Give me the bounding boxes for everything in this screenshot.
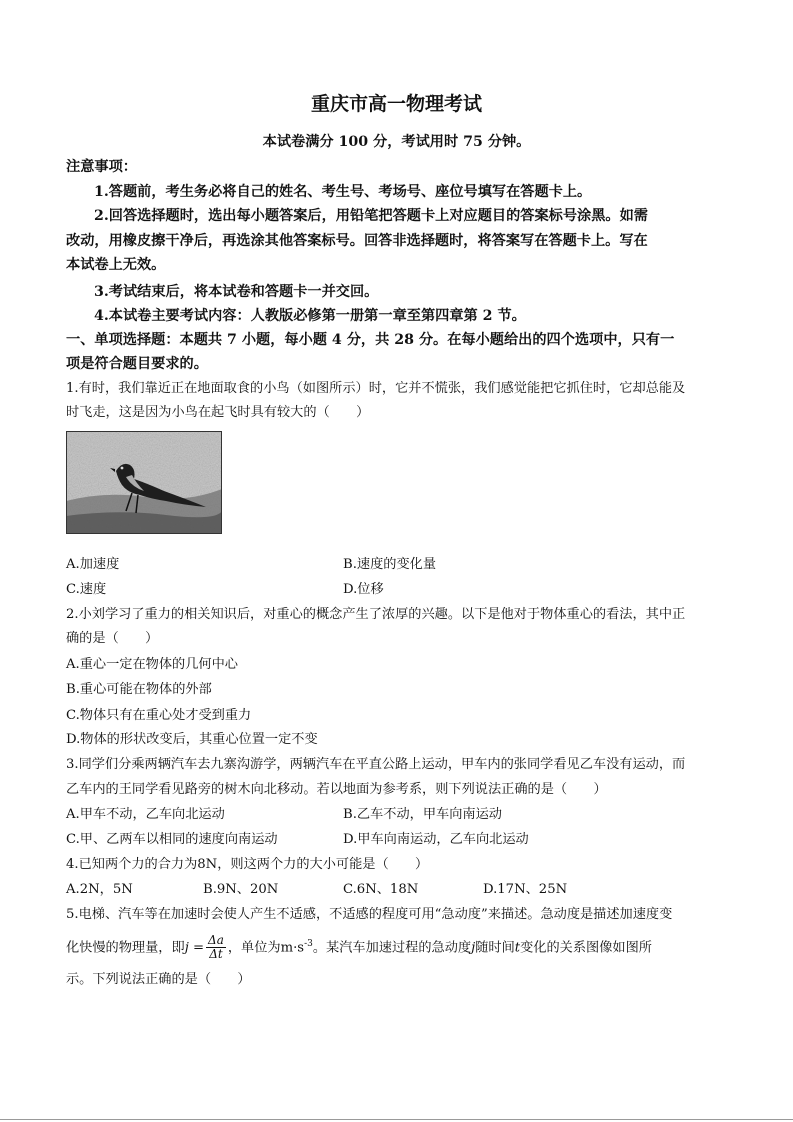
q4-stem: 4.已知两个力的合力为8N，则这两个力的大小可能是（ ） <box>66 857 429 872</box>
bird-photo <box>66 431 222 534</box>
q2-option-d: D.物体的形状改变后，其重心位置一定不变 <box>66 732 318 747</box>
q5-stem-line2 <box>66 929 652 963</box>
page-bottom-rule <box>0 1119 793 1120</box>
q5-text-e: 变化的关系图像如图所 <box>520 940 652 956</box>
q3-option-a: A.甲车不动，乙车向北运动 <box>66 807 225 822</box>
page-title: 重庆市高一物理考试 <box>310 93 482 115</box>
q5-unit: m·s <box>280 940 305 956</box>
section-heading: 一、单项选择题：本题共 7 小题，每小题 4 分，共 28 分。在每小题给出的四个选项中，只有一 <box>66 332 675 348</box>
q4-option-d: D.17N、25N <box>483 882 568 897</box>
q3-stem-line1: 3.同学们分乘两辆汽车去九寨沟游学，两辆汽车在平直公路上运动，甲车内的张同学看见乙车没有运动，而 <box>66 757 686 772</box>
q1-option-b: B.速度的变化量 <box>343 557 437 572</box>
notice-1: 1.答题前，考生务必将自己的姓名、考生号、考场号、座位号填写在答题卡上。 <box>94 184 592 200</box>
q3-option-d: D.甲车向南运动，乙车向北运动 <box>343 832 529 847</box>
q5-text-b: ，单位为 <box>227 940 281 956</box>
q5-stem-line3: 示。下列说法正确的是（ ） <box>66 972 251 987</box>
q1-option-c: C.速度 <box>66 582 107 597</box>
q5-stem-line1: 5.电梯、汽车等在加速时会使人产生不适感，不适感的程度可用“急动度”来描述。急动度是描述加速度变 <box>66 907 673 922</box>
q2-stem-line1: 2.小刘学习了重力的相关知识后，对重心的概念产生了浓厚的兴趣。以下是他对于物体重心的看法，其中正 <box>66 607 686 622</box>
q5-text-c: 。某汽车加速过程的急动度 <box>312 940 472 956</box>
q5-var-t: t <box>514 940 521 956</box>
q2-option-a: A.重心一定在物体的几何中心 <box>66 657 238 672</box>
notice-2-end: 本试卷上无效。 <box>66 257 166 273</box>
q5-formula-denominator: Δt <box>209 947 223 962</box>
q4-option-a: A.2N，5N <box>66 882 133 897</box>
q1-stem-line1: 1.有时，我们靠近正在地面取食的小鸟（如图所示）时，它并不慌张，我们感觉能把它抓住时，它却总能及 <box>66 381 686 396</box>
exam-subtitle: 本试卷满分 100 分，考试用时 75 分钟。 <box>262 134 531 150</box>
notice-3: 3.考试结束后，将本试卷和答题卡一并交回。 <box>94 284 379 300</box>
notice-4: 4.本试卷主要考试内容：人教版必修第一册第一章至第四章第 2 节。 <box>94 308 526 324</box>
q4-option-c: C.6N、18N <box>343 882 419 897</box>
q5-text-d: 随时间 <box>475 940 515 956</box>
section-heading-cont: 项是符合题目要求的。 <box>66 356 208 372</box>
q2-stem-line2: 确的是（ ） <box>66 631 159 646</box>
q1-option-d: D.位移 <box>343 582 384 597</box>
q1-option-a: A.加速度 <box>66 557 120 572</box>
notice-2: 2.回答选择题时，选出每小题答案后，用铅笔把答题卡上对应题目的答案标号涂黑。如需 <box>94 208 648 224</box>
notice-2-cont: 改动，用橡皮擦干净后，再选涂其他答案标号。回答非选择题时，将答案写在答题卡上。写在 <box>66 233 648 249</box>
q3-option-c: C.甲、乙两车以相同的速度向南运动 <box>66 832 278 847</box>
q4-option-b: B.9N、20N <box>203 882 279 897</box>
q2-option-b: B.重心可能在物体的外部 <box>66 682 212 697</box>
q5-formula-numerator: Δa <box>208 933 224 948</box>
q5-unit-exponent: -3 <box>304 939 313 949</box>
notice-heading: 注意事项： <box>66 159 137 175</box>
q3-stem-line2: 乙车内的王同学看见路旁的树木向北移动。若以地面为参考系，则下列说法正确的是（ ） <box>66 782 607 797</box>
q5-formula-fraction <box>206 934 226 961</box>
q1-stem-line2: 时飞走，这是因为小鸟在起飞时具有较大的（ ） <box>66 405 370 420</box>
q2-option-c: C.物体只有在重心处才受到重力 <box>66 708 252 723</box>
q5-var-j: j <box>471 940 476 956</box>
q5-formula-lhs: j = <box>184 940 205 956</box>
q3-option-b: B.乙车不动，甲车向南运动 <box>343 807 502 822</box>
q5-text-a: 化快慢的物理量，即 <box>66 940 185 956</box>
